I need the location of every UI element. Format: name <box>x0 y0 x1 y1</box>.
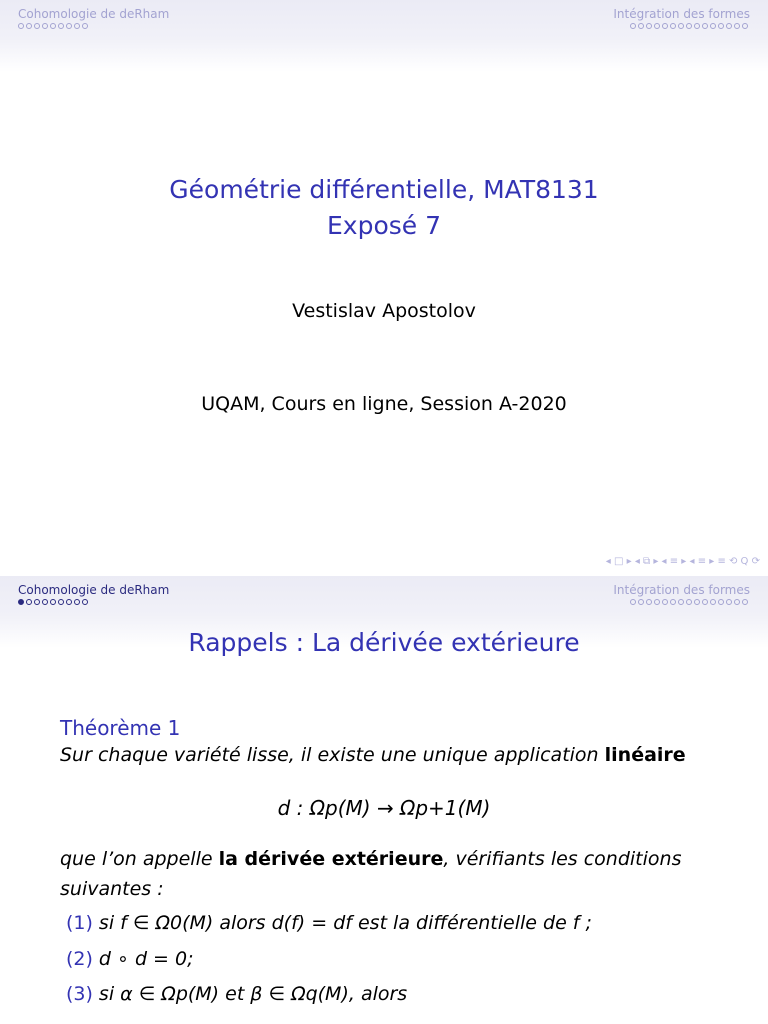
condition-item-3 <box>66 983 407 1005</box>
frame-dot[interactable] <box>34 23 40 29</box>
subsection-label[interactable]: Intégration des formes <box>613 7 750 21</box>
condition-item-1 <box>66 912 592 934</box>
frame-dot[interactable] <box>726 23 732 29</box>
frame-dot[interactable] <box>670 23 676 29</box>
frame-dot[interactable] <box>662 599 668 605</box>
theorem-line-2-a: que l’on appelle <box>60 848 219 870</box>
frame-dot[interactable] <box>638 599 644 605</box>
frame-dot[interactable] <box>74 599 80 605</box>
frame-dot[interactable] <box>686 599 692 605</box>
institute: UQAM, Cours en ligne, Session A-2020 <box>201 393 567 415</box>
frame-dot[interactable] <box>670 599 676 605</box>
section-nav[interactable] <box>18 582 169 611</box>
frame-dot[interactable] <box>58 23 64 29</box>
section-label[interactable]: Cohomologie de deRham <box>18 583 170 597</box>
subsection-dots[interactable] <box>613 23 750 35</box>
frame-dot[interactable] <box>34 599 40 605</box>
frame-dot[interactable] <box>662 23 668 29</box>
frame-dot[interactable] <box>26 23 32 29</box>
frame-dot[interactable] <box>646 23 652 29</box>
item-number: (3) <box>66 983 93 1005</box>
frame-dot[interactable] <box>630 23 636 29</box>
item-text: si f ∈ Ω0(M) alors d(f) = df est la différentielle de f ; <box>98 912 592 934</box>
subsection-label[interactable]: Intégration des formes <box>613 583 750 597</box>
frame-dot[interactable] <box>702 599 708 605</box>
theorem-line-1 <box>60 744 686 766</box>
title-line-2: Exposé 7 <box>326 211 441 240</box>
section-label[interactable]: Cohomologie de deRham <box>18 7 170 21</box>
subsection-nav[interactable] <box>613 6 750 35</box>
item-text: si α ∈ Ωp(M) et β ∈ Ωq(M), alors <box>98 983 408 1005</box>
frame-dot[interactable] <box>82 23 88 29</box>
frame-dot[interactable] <box>42 599 48 605</box>
frame-dot[interactable] <box>42 23 48 29</box>
item-number: (1) <box>66 912 93 934</box>
frame-dot[interactable] <box>710 23 716 29</box>
frame-dot[interactable] <box>742 23 748 29</box>
frame-dot[interactable] <box>718 23 724 29</box>
frame-dot[interactable] <box>654 23 660 29</box>
condition-item-2 <box>66 948 194 970</box>
section-dots[interactable] <box>18 599 169 611</box>
frame-dot[interactable] <box>686 23 692 29</box>
keyword-derivee-exterieure: la dérivée extérieure <box>218 848 444 870</box>
formula-exterior-derivative <box>0 796 768 820</box>
frame-dot[interactable] <box>58 599 64 605</box>
frame-dot[interactable] <box>678 599 684 605</box>
beamer-navigation-bar[interactable] <box>602 556 760 570</box>
frame-dot[interactable] <box>654 599 660 605</box>
frame-dot[interactable] <box>702 23 708 29</box>
frame-dot[interactable] <box>50 599 56 605</box>
theorem-line-2 <box>60 848 681 870</box>
theorem-title: Théorème 1 <box>60 716 181 740</box>
item-text: d ∘ d = 0; <box>98 948 194 970</box>
frame-dot[interactable] <box>646 599 652 605</box>
author: Vestislav Apostolov <box>292 300 476 322</box>
item-number: (2) <box>66 948 93 970</box>
frame-dot[interactable] <box>734 599 740 605</box>
section-nav[interactable] <box>18 6 169 35</box>
frame-dot[interactable] <box>734 23 740 29</box>
theorem-line-2-c: , vérifiants les conditions <box>443 848 682 870</box>
frame-dot[interactable] <box>678 23 684 29</box>
navigation-symbols[interactable]: ◂ □ ▸ ◂ ⧉ ▸ ◂ ≡ ▸ ◂ ≡ ▸ ≡ ⟲ Q ⟳ <box>605 556 760 567</box>
frame-dot[interactable] <box>66 599 72 605</box>
section-dots[interactable] <box>18 23 169 35</box>
content-slide <box>0 576 768 1024</box>
frame-dot[interactable] <box>710 599 716 605</box>
subsection-dots[interactable] <box>613 599 750 611</box>
frame-dot[interactable] <box>18 599 24 605</box>
theorem-line-1-text: Sur chaque variété lisse, il existe une unique application <box>60 744 605 766</box>
frame-dot[interactable] <box>742 599 748 605</box>
formula-text: d : Ωp(M) → Ωp+1(M) <box>277 796 491 820</box>
headline-bar <box>0 0 768 72</box>
frame-dot[interactable] <box>74 23 80 29</box>
frame-title: Rappels : La dérivée extérieure <box>188 628 580 657</box>
theorem-line-3: suivantes : <box>60 878 164 900</box>
frame-dot[interactable] <box>638 23 644 29</box>
title-line-1: Géométrie différentielle, MAT8131 <box>169 175 599 204</box>
frame-dot[interactable] <box>50 23 56 29</box>
keyword-lineaire: linéaire <box>604 744 686 766</box>
frame-dot[interactable] <box>630 599 636 605</box>
subsection-nav[interactable] <box>613 582 750 611</box>
frame-dot[interactable] <box>694 23 700 29</box>
frame-dot[interactable] <box>718 599 724 605</box>
frame-dot[interactable] <box>66 23 72 29</box>
frame-dot[interactable] <box>26 599 32 605</box>
frame-dot[interactable] <box>18 23 24 29</box>
frame-dot[interactable] <box>694 599 700 605</box>
frame-dot[interactable] <box>726 599 732 605</box>
presentation-title <box>0 172 768 244</box>
frame-dot[interactable] <box>82 599 88 605</box>
